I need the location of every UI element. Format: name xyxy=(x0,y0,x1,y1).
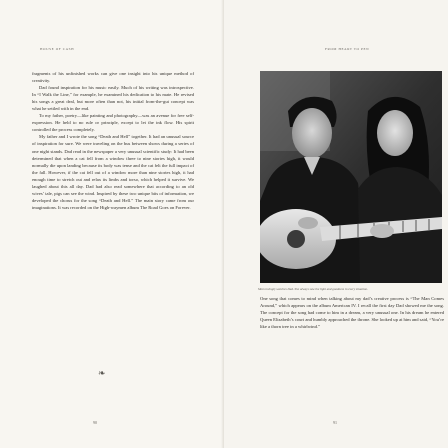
black-and-white-photo xyxy=(260,71,442,283)
left-body-text xyxy=(32,70,194,211)
running-head-left: HOUSE OF CASH xyxy=(40,47,75,51)
paragraph: My father and I wrote the song “Death and Hell” together. It had an unusual source of inspiration for sure. We were traveling on the bus between shows during a series of one night stands. Dad read in the newspaper a very unusual scientific study: It had been determined that when a cat fell from a window three to nine stories high, it would normally die upon landing because its body was tense and the cat felt the full impact of the fall. However, if the cat fell out of a window more than nine stories high, it had enough time to stretch out and relax its limbs and torso, which helped it survive. We laughed about this all day. Dad had also read somewhere that according to an old wives’ tale, pigs can see the wind. Inspired by these two unique bits of information, we developed the chorus for the song “Death and Hell.” The main story came from our imaginations. It was recorded on the High-waymen album The Road Goes on Forever. xyxy=(32,134,194,210)
page-number-left: 90 xyxy=(93,420,97,425)
photo-caption: Mom lovingly watches Dad. She always saw the light and goodness in every situation. xyxy=(258,287,368,291)
photo-illustration xyxy=(260,71,442,283)
ornament-fleuron: ❧ xyxy=(98,368,106,378)
right-body-text xyxy=(260,295,444,330)
paragraph: fragments of his unfinished works can give one insight into his unique method of creativity. xyxy=(32,71,194,84)
paragraph: One song that comes to mind when talking about my dad’s creative process is “The Man Comes Around,” which appears on the album American IV. I recall the first day Dad showed me the song. The concept for the song had come to him in a dream, a very unusual one. In his dream he entered Queen Elizabeth’s court and humbly approached the throne. She looked up at him and said, “You’re like a thorn tree in a whirlwind.” xyxy=(260,296,444,330)
running-head-right: FROM HEART TO PEN xyxy=(325,47,370,51)
paragraph: To my father, poetry—like painting and photography—was an avenue for free self-expression. He held to no rule or principle, except to let the ink flow. His spirit controlled the process completely. xyxy=(32,113,194,133)
page-number-right: 91 xyxy=(333,420,337,425)
paragraph: Dad found inspiration for his music easily. Much of his writing was introspective. In “I Walk the Line,” for example, he examined his dedication to his mate. He revised his songs a great deal, but more often than not, his initial from-the-gut concept was what he settled with in the end. xyxy=(32,85,194,112)
